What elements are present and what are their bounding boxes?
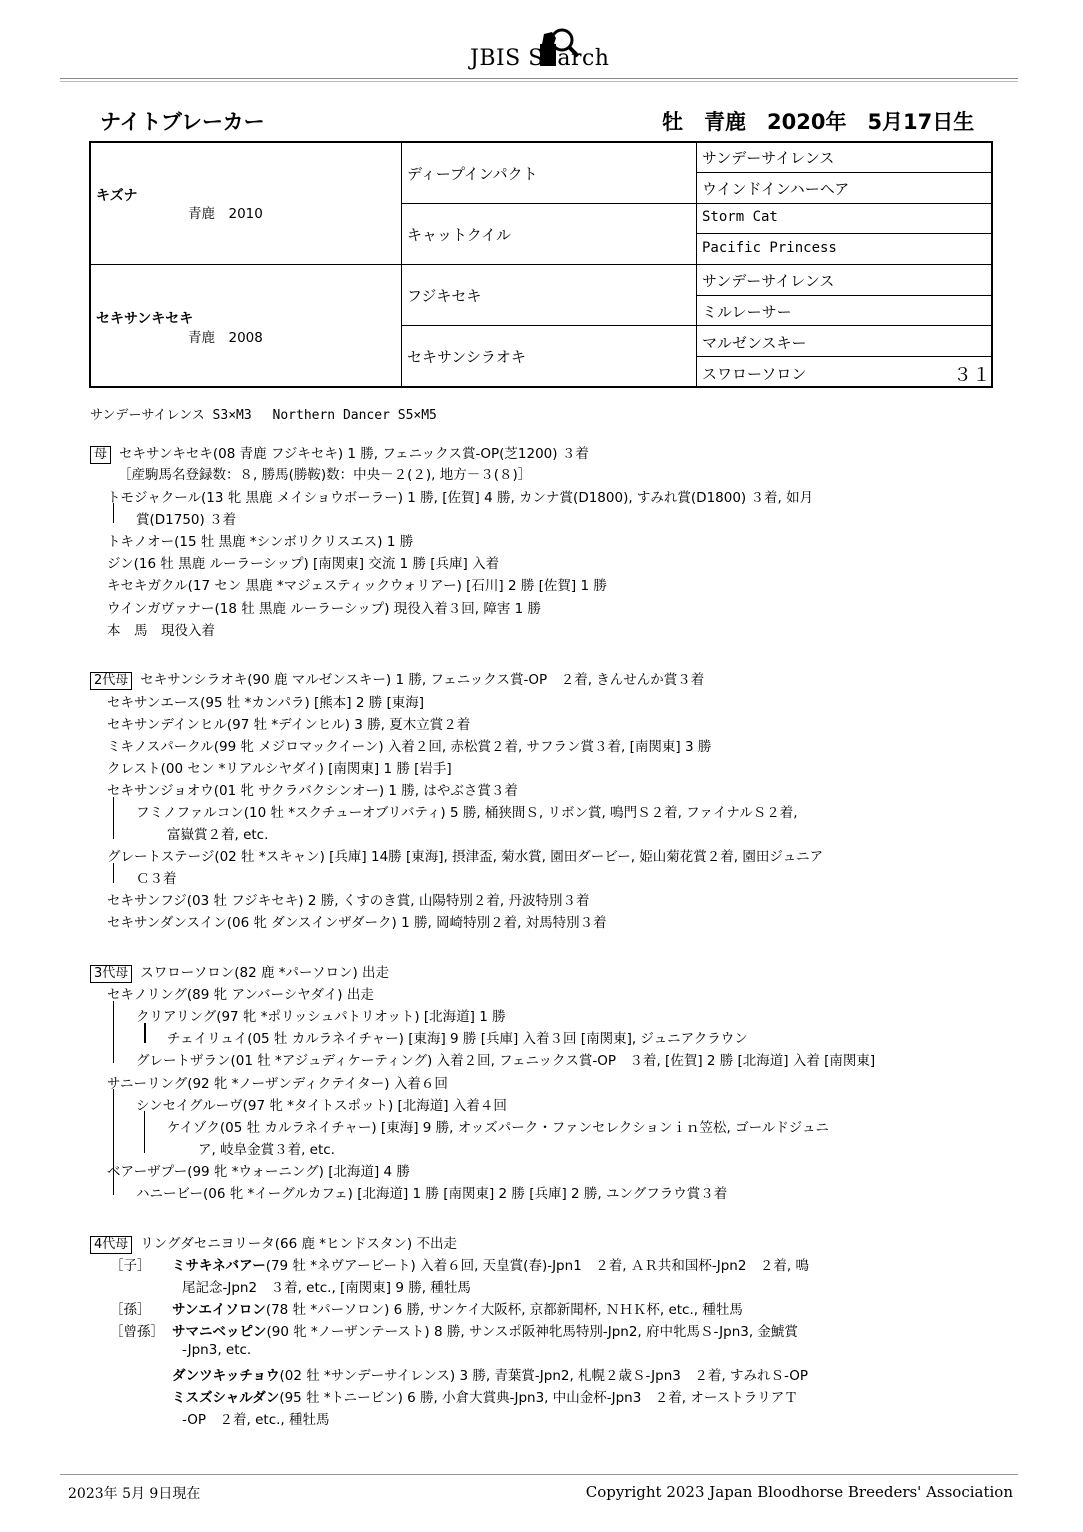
tree-connector — [144, 1111, 145, 1153]
row-name: ミスズシャルダン — [172, 1390, 280, 1406]
dam-line-8: ウインガヴァナー(18 牡 黒鹿 ルーラーシップ) 現役入着３回, 障害 1 勝 — [107, 601, 542, 617]
dam3-line-10: ベアーザプー(99 牝 *ウォーニング) [北海道] 4 勝 — [107, 1164, 410, 1180]
dam2-line-12: セキサンダンスイン(06 牝 ダンスインザダーク) 1 勝, 岡崎特別２着, 対馬特別３着 — [107, 915, 607, 931]
dam-line-7: キセキガクル(17 セン 黒鹿 *マジェスティックウォリアー) [石川] 2 勝 [佐賀] 1 勝 — [107, 578, 607, 594]
jbis-logo[interactable] — [470, 14, 640, 74]
logo-text: JBIS Search — [470, 46, 610, 71]
sire-name: キズナ — [96, 188, 138, 204]
header-rule-2 — [60, 81, 1018, 82]
section-label-dam4: 4代母 — [90, 1236, 132, 1254]
tree-connector — [113, 797, 114, 839]
inbreeding-note: サンデーサイレンス S3×M3 Northern Dancer S5×M5 — [90, 408, 437, 423]
dam2-line-5: クレスト(00 セン *リアルシヤダイ) [南関東] 1 勝 [岩手] — [107, 761, 452, 777]
row-rest: (95 牡 *トニービン) 6 勝, 小倉大賞典-Jpn3, 中山金杯-Jpn3 ２着, オーストラリアＴ — [279, 1390, 798, 1406]
row-name: サンエイソロン — [172, 1302, 266, 1318]
section-label-dam2: 2代母 — [90, 672, 132, 690]
dam4-section-head — [90, 1232, 457, 1254]
row-rest: (02 牡 *サンデーサイレンス) 3 勝, 青葉賞-Jpn2, 札幌２歳Ｓ-Jpn3 ２着, すみれＳ-OP — [279, 1368, 808, 1384]
row-divider-g2a — [401, 203, 991, 204]
tree-connector — [113, 863, 114, 883]
dam-line-5: トキノオー(15 牡 黒鹿 *シンボリクリスエス) 1 勝 — [107, 534, 414, 550]
g2-1: ディープインパクト — [407, 165, 538, 183]
dam-name: セキサンキセキ — [96, 311, 194, 327]
dam3-line-1: スワローソロン(82 鹿 *パーソロン) 出走 — [140, 965, 390, 981]
dam3-line-5: グレートザラン(01 牡 *アジュディケーティング) 入着２回, フェニックス賞-OP ３着, [佐賀] 2 勝 [北海道] 入着 [南関東] — [136, 1053, 876, 1069]
g3-4: Pacific Princess — [702, 240, 837, 256]
family-number: ３１ — [953, 364, 992, 386]
row-rest: (78 牡 *パーソロン) 6 勝, サンケイ大阪杯, 京都新聞杯, ＮＨＫ杯, etc., 種牡馬 — [265, 1302, 743, 1318]
tree-connector — [113, 503, 114, 523]
horse-info: 牡 青鹿 2020年 5月17日生 — [662, 110, 975, 134]
dam2-section-head — [90, 668, 704, 690]
dam-line-3: トモジャクール(13 牝 黒鹿 メイショウボーラー) 1 勝, [佐賀] 4 勝, カンナ賞(D1800), すみれ賞(D1800) ３着, 如月 — [107, 490, 814, 506]
dam3-line-9: ア, 岐阜金賞３着, etc. — [198, 1142, 335, 1158]
section-label-dam: 母 — [90, 446, 111, 464]
g2-2: キャットクイル — [407, 226, 511, 244]
g3-3: Storm Cat — [702, 209, 778, 225]
row-tag: ［孫］ — [110, 1302, 151, 1318]
row-divider-g3a — [696, 172, 991, 173]
sire-detail: 青鹿 2010 — [188, 206, 263, 222]
dam-detail: 青鹿 2008 — [188, 330, 263, 346]
dam4-row-5-cont: -OP ２着, etc., 種牡馬 — [182, 1412, 330, 1428]
dam2-line-8: 富嶽賞２着, etc. — [167, 827, 269, 843]
tree-connector — [144, 1023, 146, 1043]
g2-4: セキサンシラオキ — [407, 348, 526, 366]
dam-line-1: セキサンキセキ(08 青鹿 フジキセキ) 1 勝, フェニックス賞-OP(芝1200) ３着 — [119, 446, 589, 462]
dam2-line-2: セキサンエース(95 牡 *カンパラ) [熊本] 2 勝 [東海] — [107, 695, 425, 711]
dam2-line-6: セキサンジョオウ(01 牝 サクラバクシンオー) 1 勝, はやぶさ賞３着 — [107, 783, 518, 799]
dam2-line-7: フミノファルコン(10 牡 *スクチューオブリバティ) 5 勝, 桶狭間Ｓ, リボン賞, 鳴門Ｓ２着, ファイナルＳ２着, — [136, 805, 798, 821]
dam2-line-9: グレートステージ(02 牡 *スキャン) [兵庫] 14勝 [東海], 摂津盃, 菊水賞, 園田ダービー, 姫山菊花賞２着, 園田ジュニア — [107, 849, 824, 865]
horse-name: ナイトブレーカー — [100, 110, 265, 134]
row-rest: (90 牝 *ノーザンテースト) 8 勝, サンスポ阪神牝馬特別-Jpn2, 府中牝馬Ｓ-Jpn3, 金鯱賞 — [266, 1324, 798, 1340]
tree-connector — [113, 1001, 114, 1063]
dam2-line-1: セキサンシラオキ(90 鹿 マルゼンスキー) 1 勝, フェニックス賞-OP ２着, きんせんか賞３着 — [140, 672, 705, 688]
dam-line-9: 本 馬 現役入着 — [107, 623, 215, 639]
g3-8: スワローソロン — [702, 365, 807, 383]
dam4-row-1 — [110, 1254, 809, 1274]
dam3-line-6: サニーリング(92 牝 *ノーザンディクテイター) 入着６回 — [107, 1076, 448, 1092]
row-name: ミサキネバアー — [172, 1258, 266, 1274]
g3-6: ミルレーサー — [702, 303, 792, 321]
dam3-line-7: シンセイグルーヴ(97 牝 *タイトスポット) [北海道] 入着４回 — [136, 1098, 507, 1114]
dam-line-6: ジン(16 牡 黒鹿 ルーラーシップ) [南関東] 交流 1 勝 [兵庫] 入着 — [107, 556, 500, 572]
header-rule — [60, 78, 1018, 79]
row-rest: (79 牡 *ネヴアービート) 入着６回, 天皇賞(春)-Jpn1 ２着, ＡＲ共和国杯-Jpn2 ２着, 鳴 — [265, 1258, 810, 1274]
g3-5: サンデーサイレンス — [702, 272, 835, 290]
row-tag: ［曾孫］ — [110, 1324, 164, 1340]
row-divider-g3c — [696, 295, 991, 296]
dam2-line-10: Ｃ３着 — [136, 871, 177, 887]
dam4-head: リングダセニヨリータ(66 鹿 *ヒンドスタン) 不出走 — [140, 1236, 457, 1252]
row-name: サマニベッピン — [172, 1324, 267, 1340]
dam4-row-3 — [110, 1320, 798, 1340]
row-divider-mid — [91, 264, 991, 265]
dam4-row-5 — [110, 1386, 798, 1406]
dam2-line-4: ミキノスパークル(99 牝 メジロマックイーン) 入着２回, 赤松賞２着, サフラン賞３着, [南関東] 3 勝 — [107, 739, 712, 755]
footer-date: 2023年 5月 9日現在 — [68, 1486, 201, 1502]
dam4-row-1-cont: 尾記念-Jpn2 ３着, etc., [南関東] 9 勝, 種牡馬 — [182, 1280, 471, 1296]
pedigree-table — [89, 141, 993, 388]
row-divider-g2b — [401, 325, 991, 326]
row-name: ダンツキッチョウ — [172, 1368, 280, 1384]
dam3-section-head — [90, 961, 389, 983]
dam3-line-4: チェイリュイ(05 牡 カルラネイチャー) [東海] 9 勝 [兵庫] 入着３回 [南関東], ジュニアクラウン — [167, 1031, 748, 1047]
dam3-line-2: セキノリング(89 牝 アンバーシヤダイ) 出走 — [107, 987, 374, 1003]
footer-rule — [60, 1474, 1018, 1475]
g3-7: マルゼンスキー — [702, 334, 807, 352]
dam3-line-3: クリアリング(97 牝 *ポリッシュパトリオット) [北海道] 1 勝 — [136, 1009, 506, 1025]
dam4-row-2 — [110, 1298, 743, 1318]
dam3-line-11: ハニービー(06 牝 *イーグルカフェ) [北海道] 1 勝 [南関東] 2 勝 [兵庫] 2 勝, ユングフラウ賞３着 — [136, 1186, 728, 1202]
dam-line-2: ［産駒馬名登録数：８, 勝馬(勝鞍)数：中央－２(２), 地方－３(８)］ — [118, 467, 532, 483]
footer-copyright: Copyright 2023 Japan Bloodhorse Breeders' Association — [585, 1483, 1013, 1501]
section-label-dam3: 3代母 — [90, 965, 132, 983]
dam2-line-11: セキサンフジ(03 牡 フジキセキ) 2 勝, くすのき賞, 山陽特別２着, 丹波特別３着 — [107, 893, 590, 909]
row-divider-g3d — [696, 356, 991, 357]
row-tag: ［子］ — [110, 1258, 151, 1274]
dam2-line-3: セキサンデインヒル(97 牡 *デインヒル) 3 勝, 夏木立賞２着 — [107, 717, 471, 733]
g2-3: フジキセキ — [407, 287, 482, 305]
g3-1: サンデーサイレンス — [702, 149, 835, 167]
dam4-row-3-cont: -Jpn3, etc. — [182, 1342, 252, 1358]
dam-line-4: 賞(D1750) ３着 — [136, 512, 237, 528]
row-divider-g3b — [696, 233, 991, 234]
dam-section-head — [90, 442, 589, 464]
g3-2: ウインドインハーヘア — [702, 180, 850, 198]
dam4-row-4 — [110, 1364, 808, 1384]
dam3-line-8: ケイゾク(05 牡 カルラネイチャー) [東海] 9 勝, オッズパーク・ファンセレクションｉｎ笠松, ゴールドジュニ — [167, 1120, 830, 1136]
